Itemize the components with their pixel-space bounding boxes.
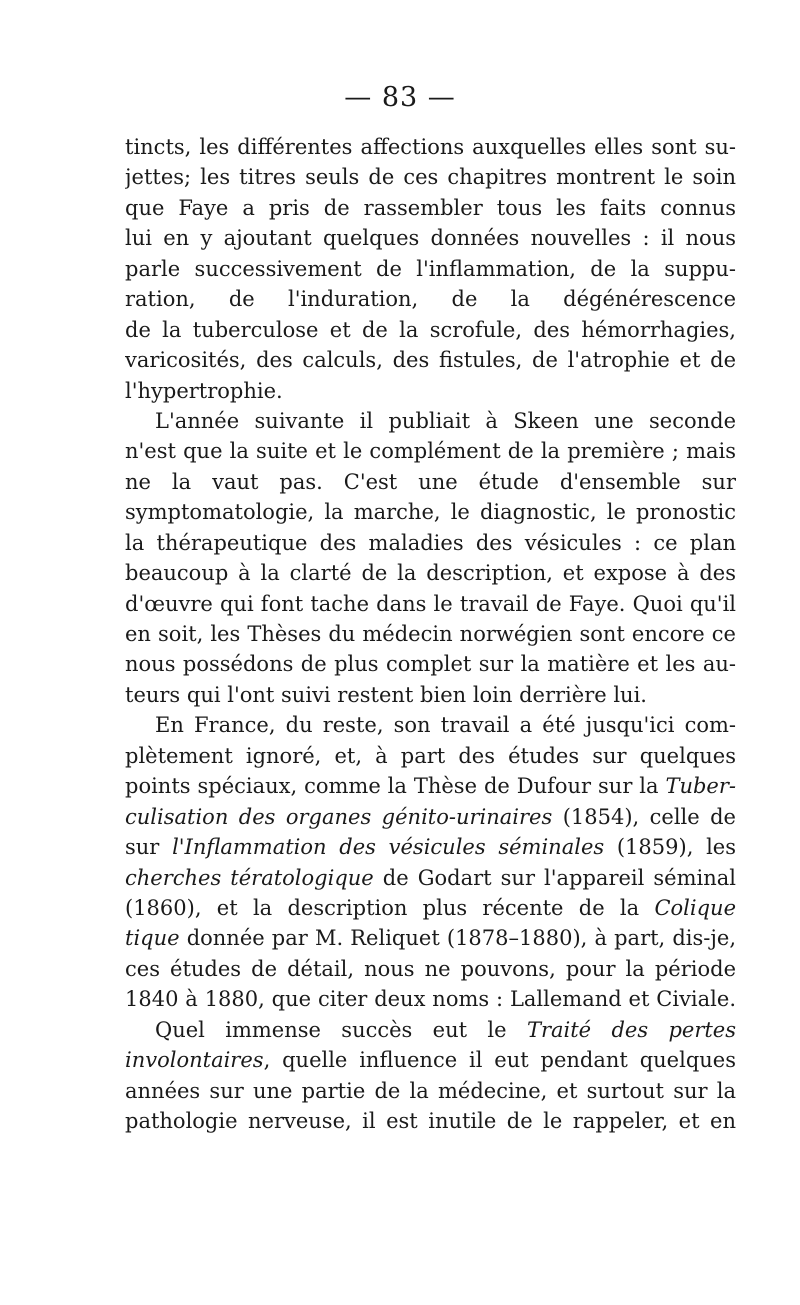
text-line bbox=[125, 1045, 736, 1075]
text-line: 1840 à 1880, que citer deux noms : Lallemand et Civiale. bbox=[125, 987, 736, 1012]
text-line: ne la vaut pas. C'est une étude d'ensemble sur bbox=[125, 469, 736, 494]
text-line: de la tuberculose et de la scrofule, des hémorrhagies, bbox=[125, 317, 736, 342]
text-line bbox=[125, 923, 736, 953]
text-line: nous possédons de plus complet sur la matière et les au- bbox=[125, 652, 736, 677]
text-line: n'est que la suite et le complément de la première ; mais bbox=[125, 439, 736, 464]
text-line: ces études de détail, nous ne pouvons, pour la période bbox=[125, 956, 736, 981]
text-run: de Godart sur l'appareil séminal bbox=[373, 865, 736, 890]
text-run: , quelle influence il eut pendant quelques bbox=[263, 1048, 736, 1073]
text-line bbox=[125, 802, 736, 832]
text-line: en soit, les Thèses du médecin norwégien sont encore ce bbox=[125, 622, 736, 646]
text-run: (1860), et la description plus récente de la bbox=[125, 895, 655, 920]
text-line: parle successivement de l'inflammation, de la suppu- bbox=[125, 256, 736, 281]
text-line: l'hypertrophie. bbox=[125, 378, 283, 403]
text-line: beaucoup à la clarté de la description, et expose à des bbox=[125, 561, 736, 586]
text-line: la thérapeutique des maladies des vésicules : ce plan bbox=[125, 530, 736, 555]
text-line: varicosités, des calculs, des fistules, de l'atrophie et de bbox=[125, 348, 736, 373]
italic-title-text: l'Inflammation des vésicules séminales bbox=[172, 835, 605, 860]
text-run: (1859), les bbox=[604, 835, 736, 860]
text-line: En France, du reste, son travail a été jusqu'ici com- bbox=[155, 713, 736, 738]
text-line: L'année suivante il publiait à Skeen une seconde bbox=[155, 408, 736, 433]
text-line: ration, de l'induration, de la dégénérescence bbox=[125, 287, 736, 312]
text-line: lui en y ajoutant quelques données nouvelles : il nous bbox=[125, 226, 736, 251]
italic-title-text: involontaires bbox=[125, 1048, 264, 1073]
text-line: symptomatologie, la marche, le diagnostic, le pronostic bbox=[125, 500, 736, 525]
italic-title-text: Tuber- bbox=[665, 774, 736, 799]
text-line bbox=[125, 893, 736, 923]
text-line: pathologie nerveuse, il est inutile de le rappeler, et en bbox=[125, 1109, 736, 1133]
text-line: tincts, les différentes affections auxquelles elles sont su- bbox=[125, 135, 736, 159]
text-run: Quel immense succès eut le bbox=[155, 1017, 527, 1042]
text-line: que Faye a pris de rassembler tous les faits connus bbox=[125, 195, 736, 220]
body-text bbox=[125, 132, 736, 1136]
page-number: — 83 — bbox=[344, 82, 456, 113]
text-line: d'œuvre qui font tache dans le travail de Faye. Quoi qu'il bbox=[125, 591, 736, 616]
text-line bbox=[125, 1015, 736, 1045]
text-line: plètement ignoré, et, à part des études sur quelques bbox=[125, 743, 736, 768]
italic-title-text: Colique bbox=[654, 895, 736, 920]
text-line bbox=[125, 863, 736, 893]
italic-title-text: culisation des organes génito-urinaires bbox=[125, 804, 553, 829]
text-line bbox=[125, 771, 736, 801]
text-run: donnée par M. Reliquet (1878–1880), à part, dis-je, bbox=[179, 926, 736, 951]
text-run: points spéciaux, comme la Thèse de Dufour sur la bbox=[125, 774, 666, 799]
text-line: teurs qui l'ont suivi restent bien loin derrière lui. bbox=[125, 682, 647, 707]
italic-title-text: cherches tératologique bbox=[125, 865, 374, 890]
italic-title-text: tique bbox=[125, 926, 180, 951]
text-run: (1854), celle de bbox=[562, 804, 736, 829]
text-line: jettes; les titres seuls de ces chapitres montrent le soin bbox=[125, 165, 736, 190]
text-line bbox=[125, 832, 736, 862]
italic-title-text: Traité des pertes bbox=[526, 1017, 736, 1042]
text-run: sur bbox=[125, 835, 173, 860]
text-line: années sur une partie de la médecine, et surtout sur la bbox=[125, 1078, 736, 1103]
